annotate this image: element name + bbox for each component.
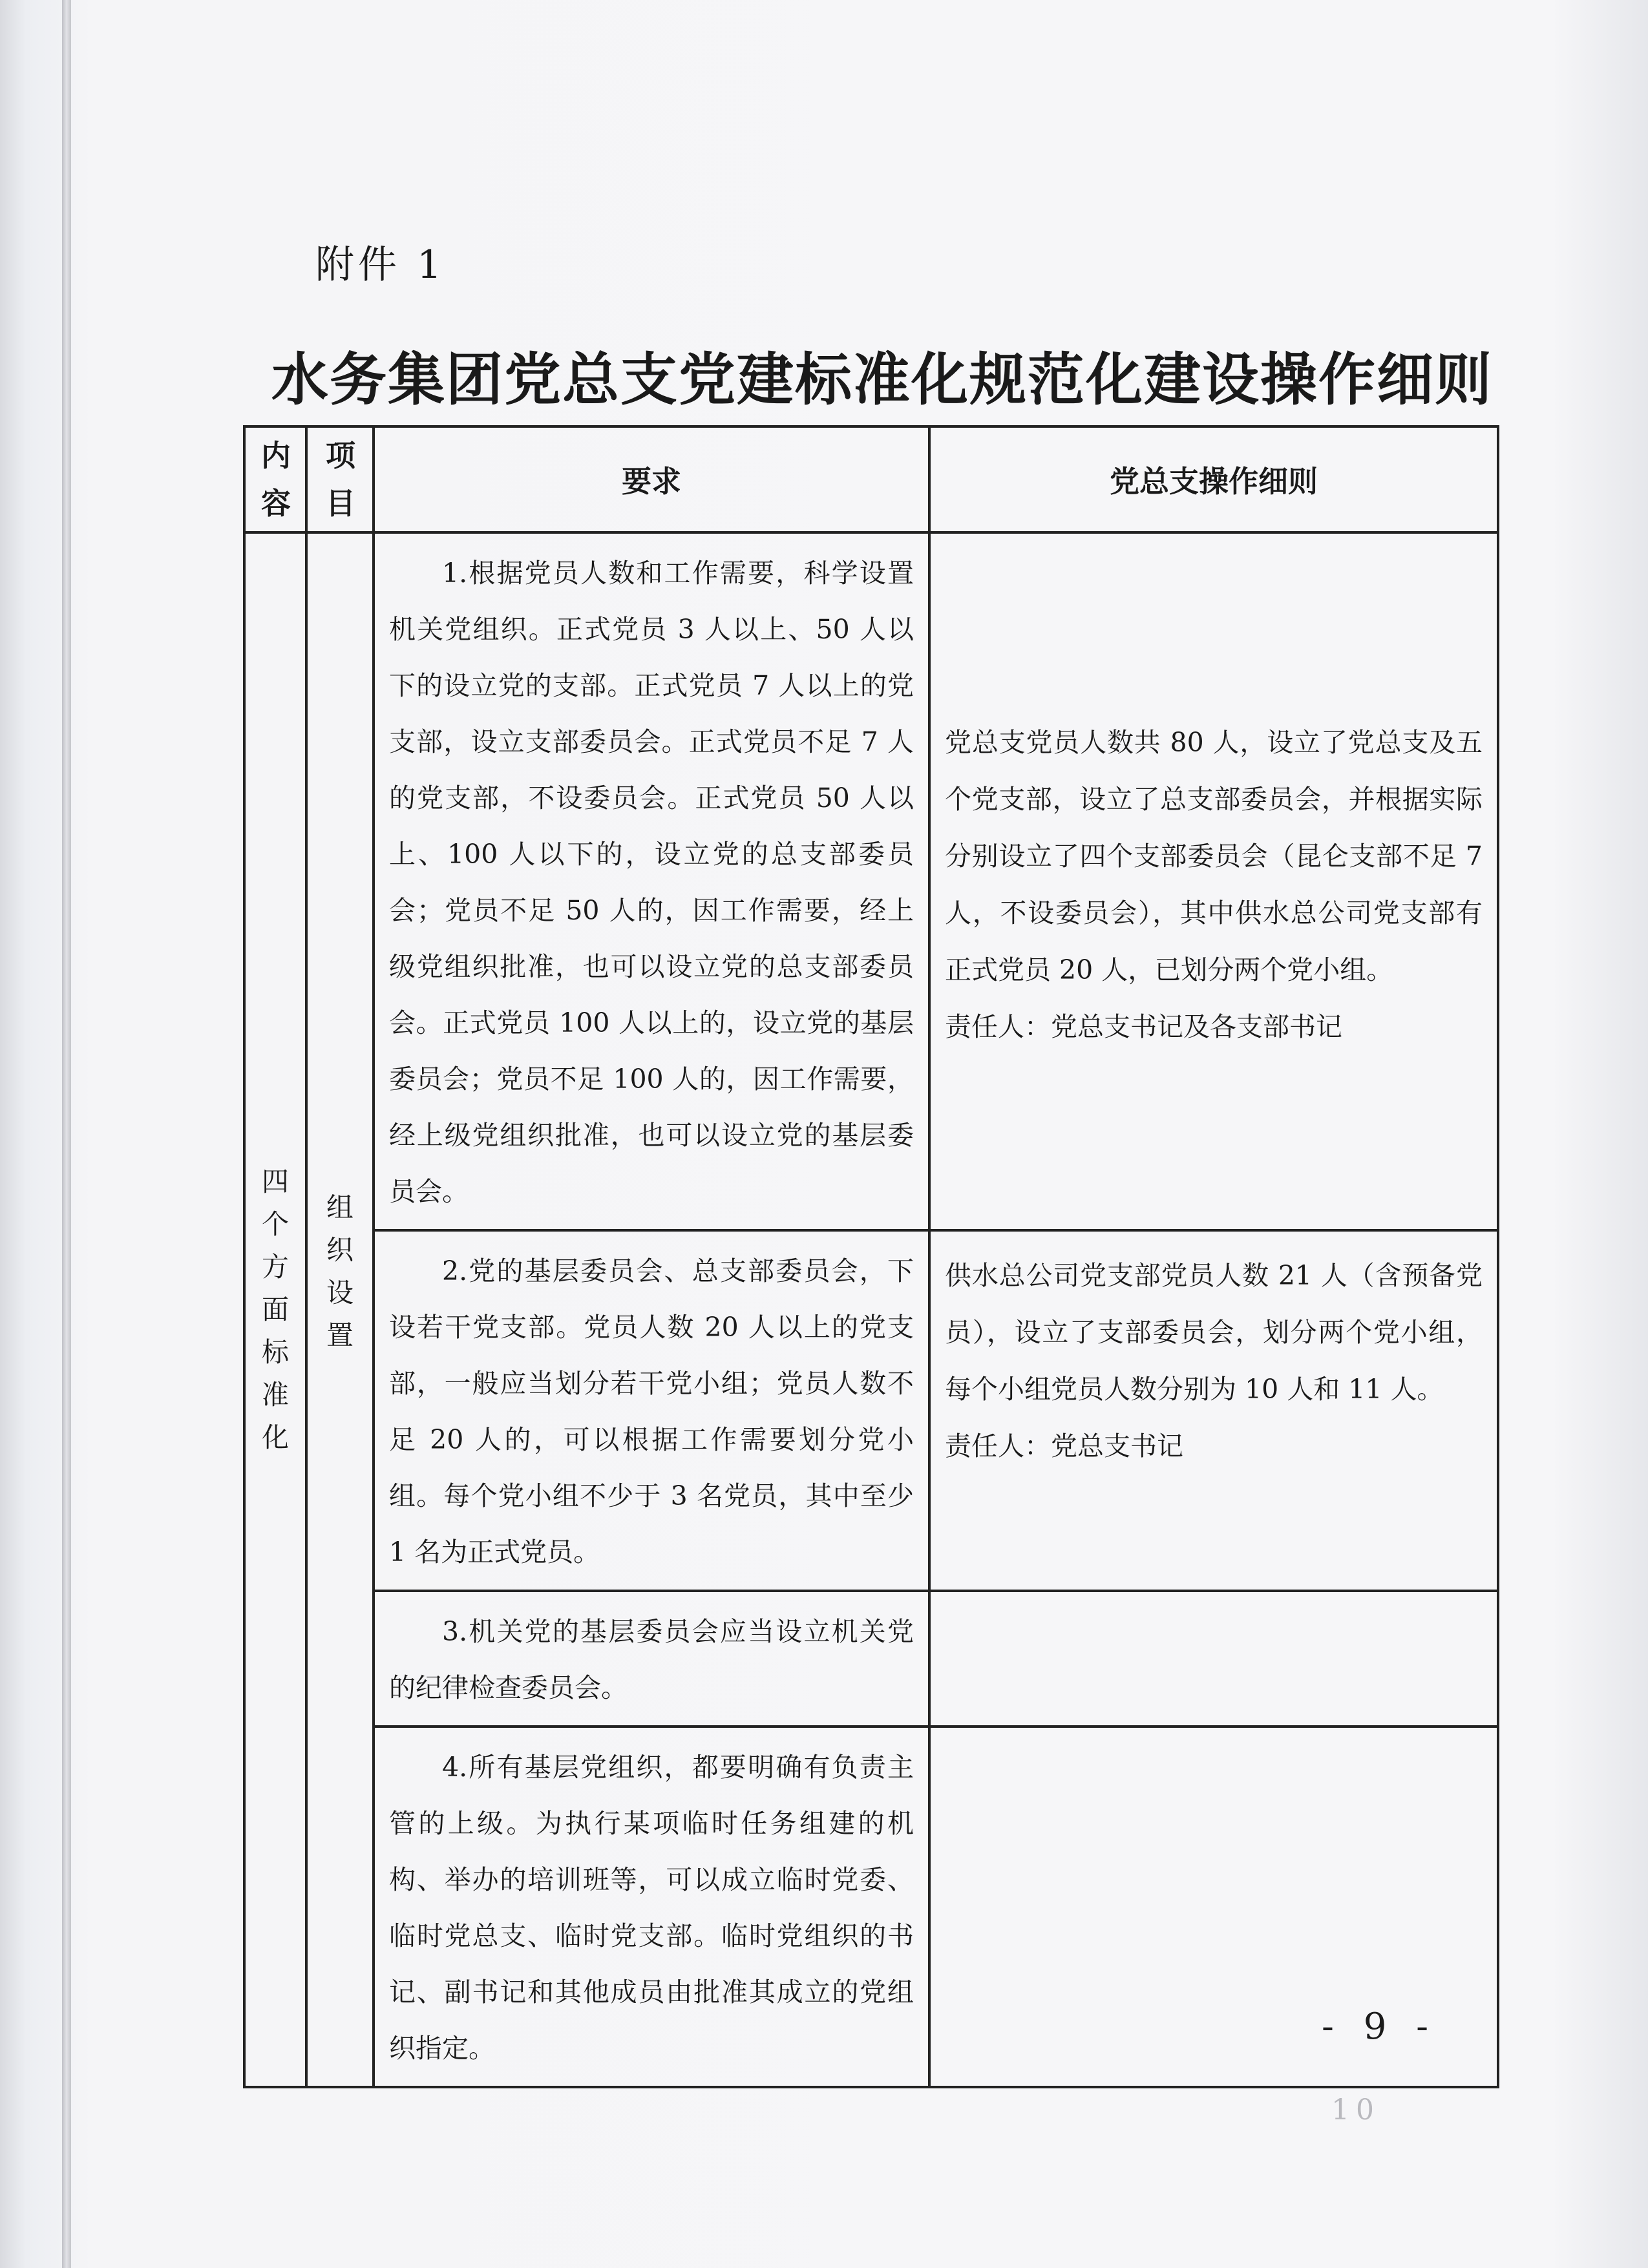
header-content: 内容 [244, 426, 306, 532]
table-row [244, 1591, 1498, 1727]
content-category: 四个方面标准化 [261, 1166, 289, 1453]
requirement-cell: 3.机关党的基层委员会应当设立机关党的纪律检查委员会。 [374, 1591, 929, 1727]
detail-cell [929, 1230, 1498, 1591]
content-category-cell [244, 532, 306, 2087]
binding-edge [62, 0, 71, 2268]
table-row [244, 1230, 1498, 1591]
item-category: 组织设置 [326, 1192, 354, 1351]
requirement-cell: 2.党的基层委员会、总支部委员会，下设若干党支部。党员人数 20 人以上的党支部，一般应当划分若干党小组；党员人数不足 20 人的，可以根据工作需要划分党小组。每个党小组不少于 3 名党员，其中至少 1 名为正式党员。 [374, 1230, 929, 1591]
document-title: 水务集团党总支党建标准化规范化建设操作细则 [271, 346, 1494, 413]
responsible-text: 责任人：党总支书记 [945, 1431, 1183, 1462]
requirement-cell: 1.根据党员人数和工作需要，科学设置机关党组织。正式党员 3 人以上、50 人以下的设立党的支部。正式党员 7 人以上的党支部，设立支部委员会。正式党员不足 7 人的党支部，不设委员会。正式党员 50 人以上、100 人以下的，设立党的总支部委员会；党员不足 50 人的，因工作需要，经上级党组织批准，也可以设立党的总支部委员会。正式党员 100 人以上的，设立党的基层委员会；党员不足 100 人的，因工作需要，经上级党组织批准，也可以设立党的基层委员会。 [374, 532, 929, 1230]
requirement-cell: 4.所有基层党组织，都要明确有负责主管的上级。为执行某项临时任务组建的机构、举办的培训班等，可以成立临时党委、临时党总支、临时党支部。临时党组织的书记、副书记和其他成员由批准其成立的党组织指定。 [374, 1727, 929, 2087]
rules-table [243, 425, 1499, 2088]
detail-cell [929, 532, 1498, 1230]
detail-text: 供水总公司党支部党员人数 21 人（含预备党员），设立了支部委员会，划分两个党小组，每个小组党员人数分别为 10 人和 11 人。 [945, 1260, 1483, 1405]
table-row [244, 1727, 1498, 2087]
item-category-cell [306, 532, 374, 2087]
header-row [244, 426, 1498, 532]
table-row [244, 532, 1498, 1230]
header-item: 项目 [306, 426, 374, 532]
detail-cell [929, 1591, 1498, 1727]
header-requirement: 要求 [374, 426, 929, 532]
page-number: - 9 - [1322, 2006, 1438, 2048]
header-detail: 党总支操作细则 [929, 426, 1498, 532]
responsible-text: 责任人：党总支书记及各支部书记 [945, 1011, 1342, 1042]
attachment-label: 附件 1 [315, 242, 446, 288]
bleed-through-page-number: 10 [1331, 2094, 1380, 2126]
detail-text: 党总支党员人数共 80 人，设立了党总支及五个党支部，设立了总支部委员会，并根据实际分别设立了四个支部委员会（昆仑支部不足 7 人，不设委员会），其中供水总公司党支部有正式党员 20 人，已划分两个党小组。 [945, 727, 1483, 985]
